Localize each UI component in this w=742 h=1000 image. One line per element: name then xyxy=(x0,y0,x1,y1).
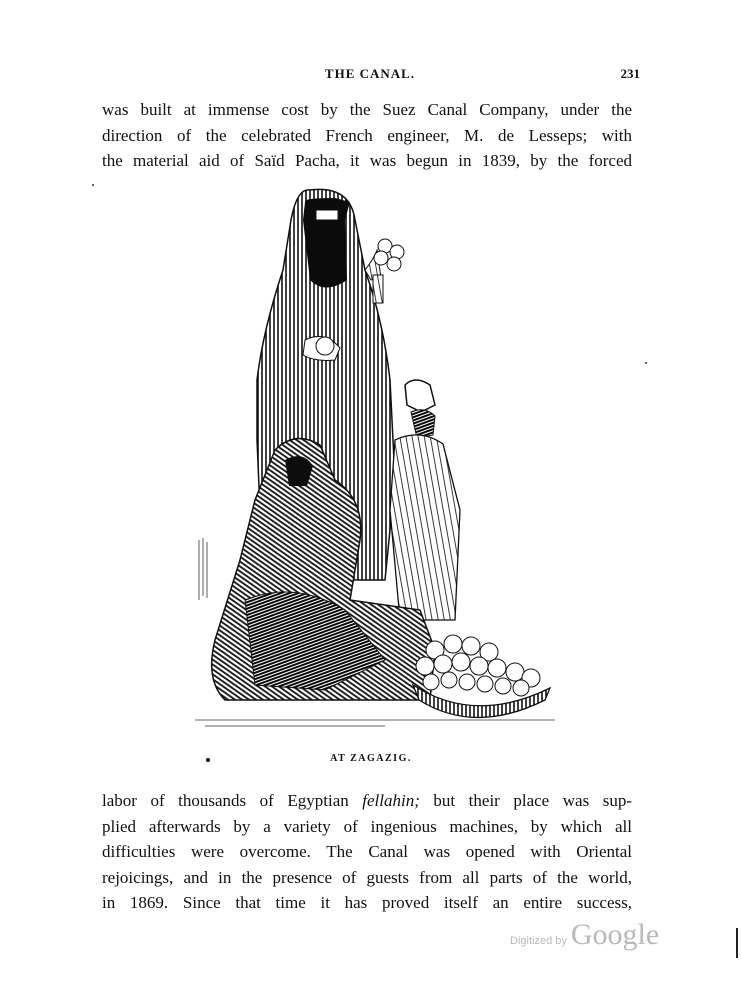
text-run: labor of thousands of Egyptian xyxy=(102,791,363,810)
scan-speck xyxy=(92,184,94,186)
text-line: in 1869. Since that time it has proved itself an entire success, xyxy=(102,893,632,912)
watermark-brand: Google xyxy=(570,918,660,951)
running-title: THE CANAL. xyxy=(324,66,416,81)
digitization-watermark xyxy=(510,918,659,958)
italic-term: fellahin; xyxy=(362,791,420,810)
engraving-illustration xyxy=(185,180,565,740)
text-line: the material aid of Saïd Pacha, it was begun in 1839, by the forced xyxy=(102,151,632,170)
standing-boy xyxy=(390,380,460,620)
page-number: 231 xyxy=(620,66,640,81)
text-line xyxy=(102,788,632,814)
text-line: rejoicings, and in the presence of guests from all parts of the world, xyxy=(102,867,632,887)
page-header xyxy=(100,66,640,86)
illustration-caption: AT ZAGAZIG. xyxy=(330,753,412,764)
scan-speck xyxy=(645,362,647,364)
watermark-prefix: Digitized by xyxy=(510,935,567,947)
text-line: difficulties were overcome. The Canal was opened with Oriental xyxy=(102,842,632,861)
text-run: but their place was sup- xyxy=(419,791,632,810)
scan-edge-mark xyxy=(736,928,738,958)
paragraph-bottom xyxy=(102,788,632,916)
fruit-basket xyxy=(413,635,550,718)
text-line: direction of the celebrated French engineer, M. de Lesseps; with xyxy=(102,125,632,145)
text-line: was built at immense cost by the Suez Canal Company, under the xyxy=(102,100,632,119)
text-line: plied afterwards by a variety of ingenious machines, by which all xyxy=(102,816,632,836)
paragraph-top xyxy=(102,97,632,174)
